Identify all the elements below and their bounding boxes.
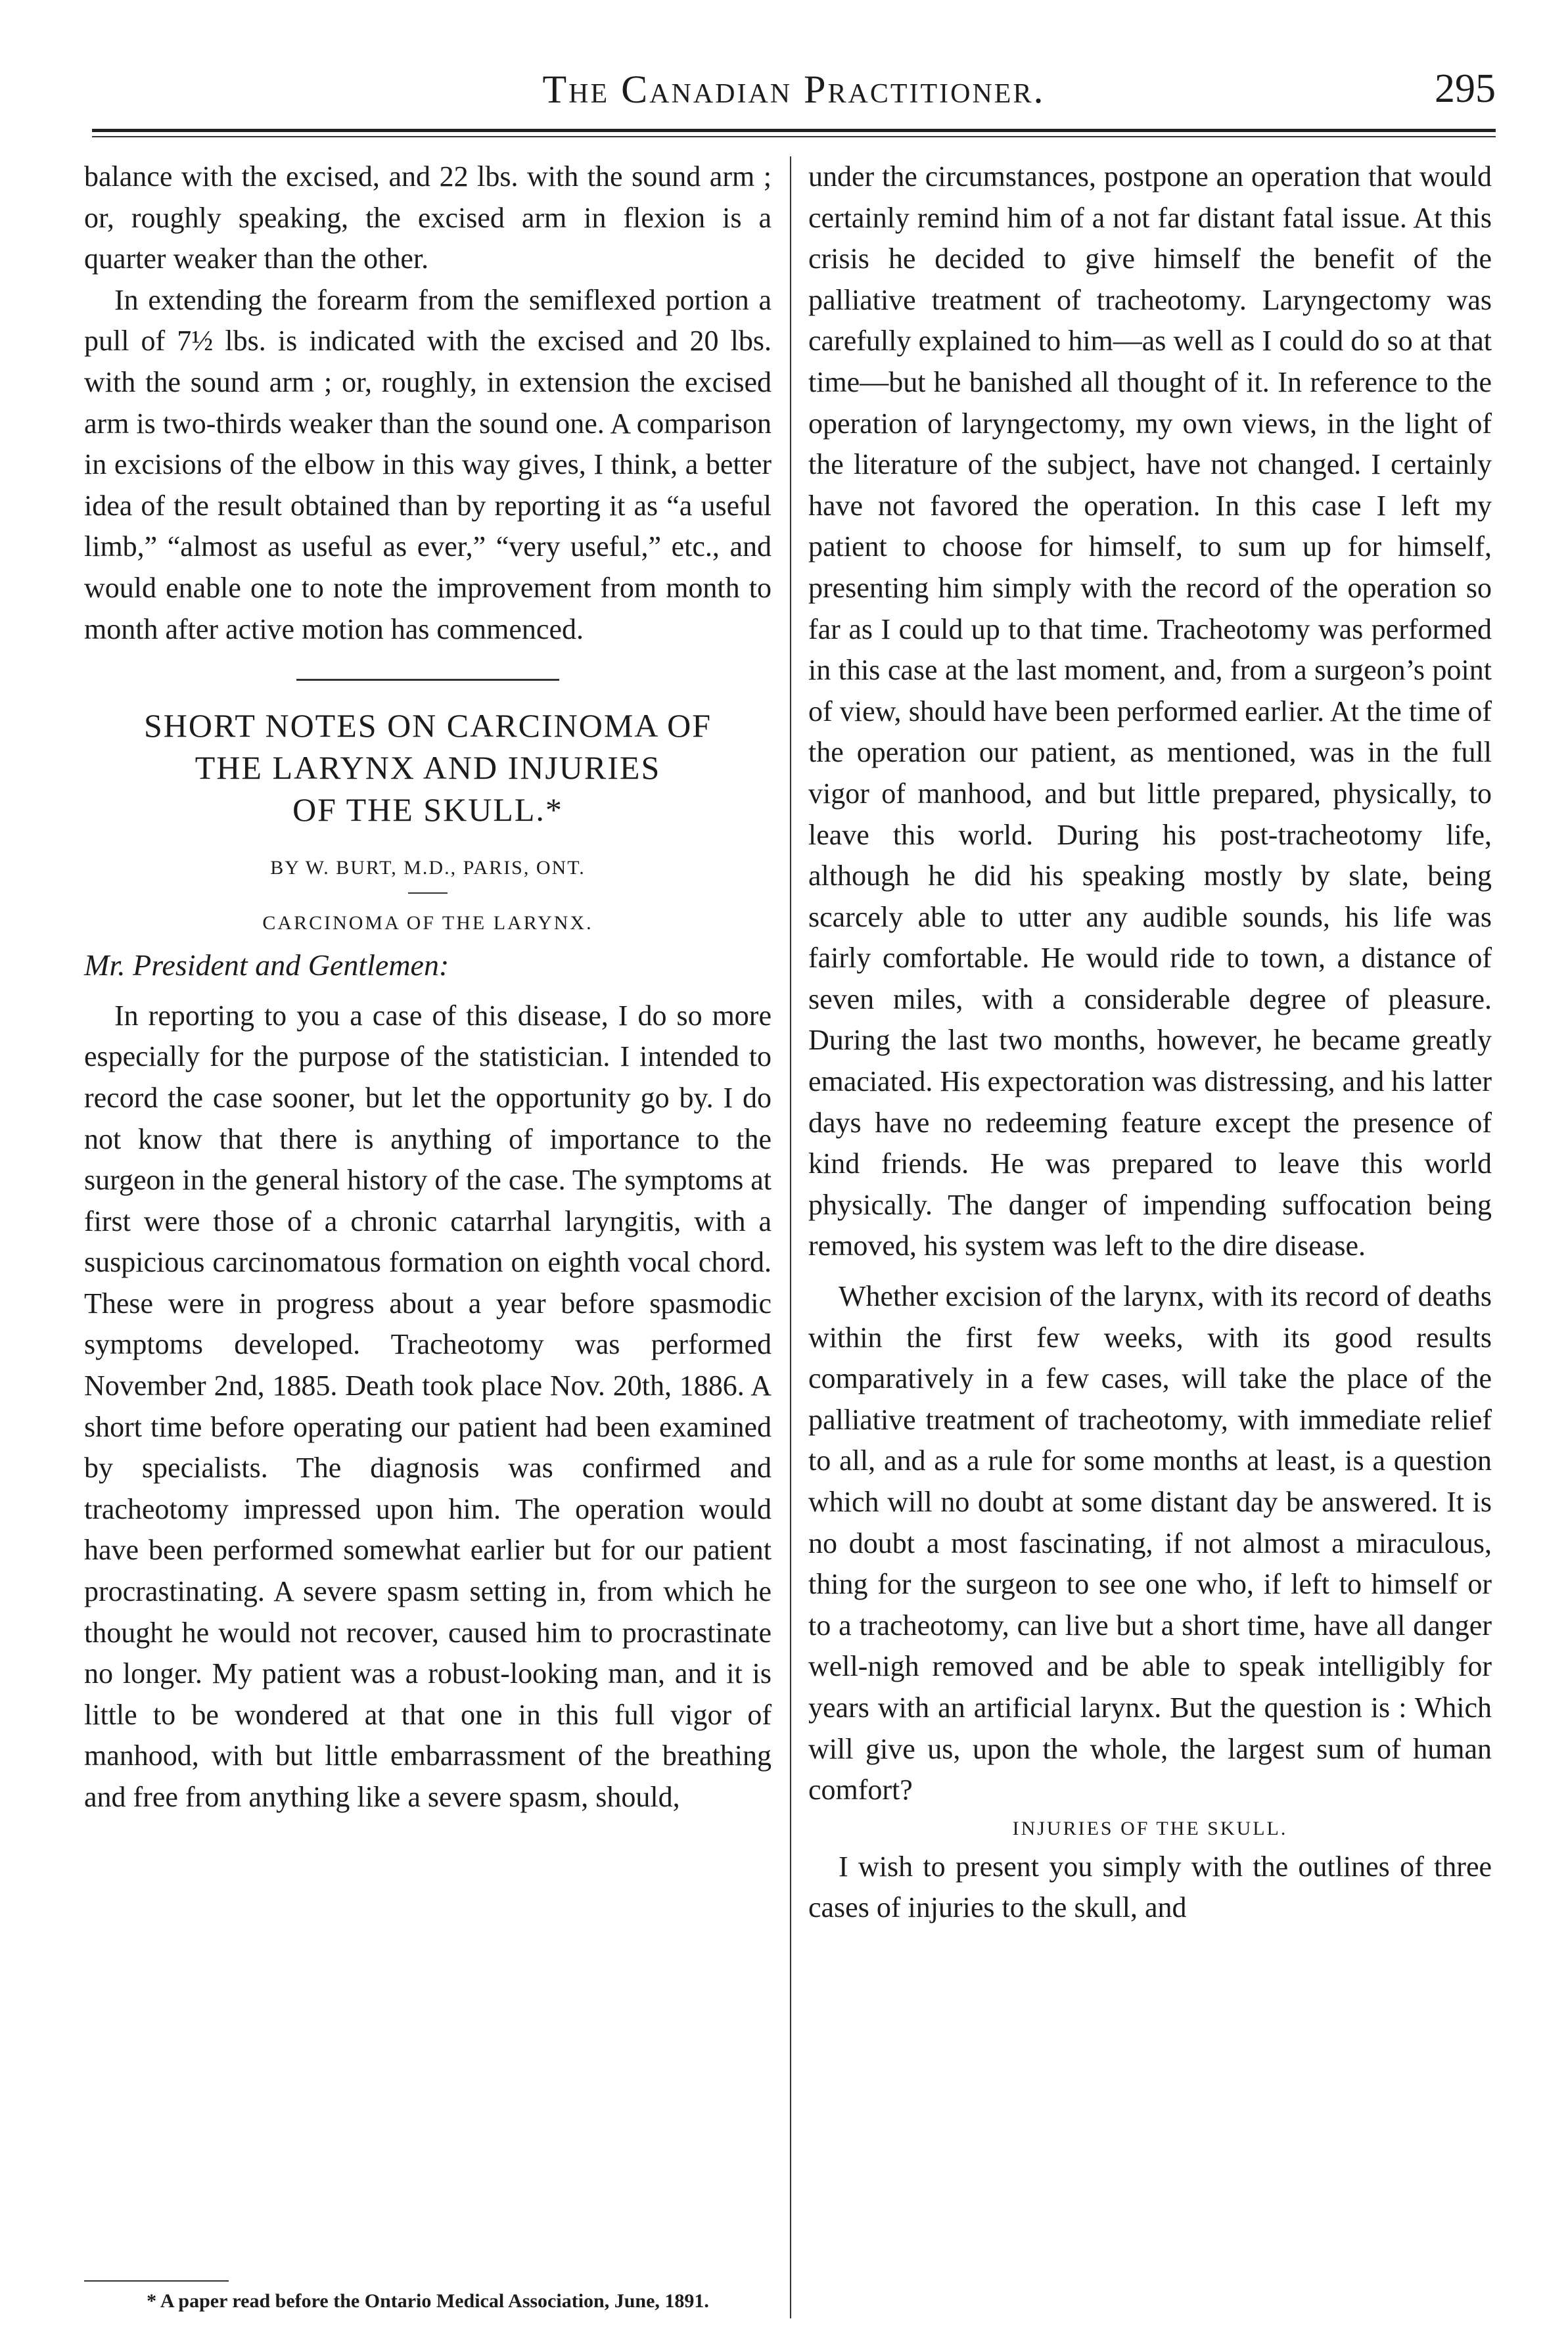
section-heading-skull: INJURIES OF THE SKULL. bbox=[1012, 1817, 1288, 1839]
running-head bbox=[92, 60, 1496, 120]
byline: BY W. BURT, M.D., PARIS, ONT. bbox=[270, 857, 586, 879]
page-number: 295 bbox=[1435, 66, 1496, 111]
footnote-rule bbox=[84, 2280, 229, 2282]
section-heading-carcinoma: CARCINOMA OF THE LARYNX. bbox=[262, 912, 593, 934]
header-rule-thick bbox=[92, 129, 1496, 132]
whether-paragraph: Whether excision of the larynx, with its record of deaths within the first few weeks, with its good results comparatively in a few cases, will take the place of the palliative treatment of tracheotomy, with immediate relief to all, and as a rule for some months at least, is a question which will no doubt at some distant day be answered. It is no doubt a most fascinating, if not almost a miraculous, thing for the surgeon to see one who, if left to himself or to a tracheotomy, can live but a short time, have all danger well-nigh removed and be able to speak intelligibly for years with an artificial larynx. But the question is : Which will give us, upon the whole, the largest sum of human comfort? bbox=[808, 1280, 1492, 1806]
salutation: Mr. President and Gentlemen: bbox=[84, 948, 450, 982]
article-title-line: OF THE SKULL.* bbox=[292, 791, 563, 829]
right-continuation-paragraph: under the circumstances, postpone an operation that would certainly remind him of a not far distant fatal issue. At this crisis he decided to give himself the benefit of the palliative treatment of tracheotomy. Laryngectomy was carefully explained to him—as well as I could do so at that time—but he banished all thought of it. In reference to the operation of laryngectomy, my own views, in the light of the literature of the subject, have not changed. I certainly have not favored the operation. In this case I left my patient to choose for himself, to sum up for himself, presenting him simply with the record of the operation so far as I could up to that time. Tracheotomy was performed in this case at the last moment, and, from a surgeon’s point of view, should have been performed earlier. At the time of the operation our patient, as mentioned, was in the full vigor of manhood, and but little prepared, physically, to leave this world. During his post-tracheotomy life, although he did his speaking mostly by slate, being scarcely able to utter any audible sounds, his life was fairly comfortable. He would ride to town, a distance of seven miles, with a considerable degree of pleasure. During the last two months, however, he became greatly emaciated. His expectoration was distressing, and his latter days have no redeeming feature except the presence of kind friends. He was prepared to leave this world physically. The danger of impending suffocation being removed, his system was left to the dire disease. bbox=[808, 160, 1492, 1262]
article-title-line: SHORT NOTES ON CARCINOMA OF bbox=[143, 707, 712, 745]
article-separator-rule bbox=[296, 679, 559, 681]
byline-rule bbox=[408, 892, 448, 894]
footnote: * A paper read before the Ontario Medical Association, June, 1891. bbox=[147, 2290, 709, 2312]
left-continuation-paragraph: balance with the excised, and 22 lbs. with the sound arm ; or, roughly speaking, the excised arm in flexion is a quarter weaker than the other. bbox=[84, 160, 772, 275]
injuries-paragraph: I wish to present you simply with the outlines of three cases of injuries to the skull, and bbox=[808, 1850, 1492, 1924]
report-paragraph: In reporting to you a case of this disease, I do so more especially for the purpose of the statistician. I intended to record the case sooner, but let the opportunity go by. I do not know that there is anything of importance to the surgeon in the general history of the case. The symptoms at first were those of a chronic catarrhal laryngitis, with a suspicious carcinomatous formation on eighth vocal chord. These were in progress about a year before spasmodic symptoms developed. Tracheotomy was performed November 2nd, 1885. Death took place Nov. 20th, 1886. A short time before operating our patient had been examined by specialists. The diagnosis was confirmed and tracheotomy impressed upon him. The operation would have been performed somewhat earlier but for our patient procrastinating. A severe spasm setting in, from which he thought he would not recover, caused him to procrastinate no longer. My patient was a robust-looking man, and it is little to be wondered at that one in this full vigor of manhood, with but little embarrassment of the breathing and free from anything like a severe spasm, should, bbox=[84, 999, 772, 1813]
left-column bbox=[84, 156, 772, 1818]
column-divider bbox=[790, 156, 791, 2318]
running-title: The Canadian Practitioner. bbox=[542, 68, 1046, 111]
extension-paragraph: In extending the forearm from the semiflexed portion a pull of 7½ lbs. is indicated with the excised and 20 lbs. with the sound arm ; or, roughly, in extension the excised arm is two-thirds weaker than the sound one. A comparison in excisions of the elbow in this way gives, I think, a better idea of the result obtained than by reporting it as “a useful limb,” “almost as useful as ever,” “very useful,” etc., and would enable one to note the improvement from month to month after active motion has commenced. bbox=[84, 283, 772, 645]
article-title bbox=[84, 704, 772, 831]
header-rule-thin bbox=[92, 136, 1496, 137]
article-title-line: THE LARYNX AND INJURIES bbox=[195, 749, 661, 787]
right-column bbox=[808, 156, 1492, 1929]
